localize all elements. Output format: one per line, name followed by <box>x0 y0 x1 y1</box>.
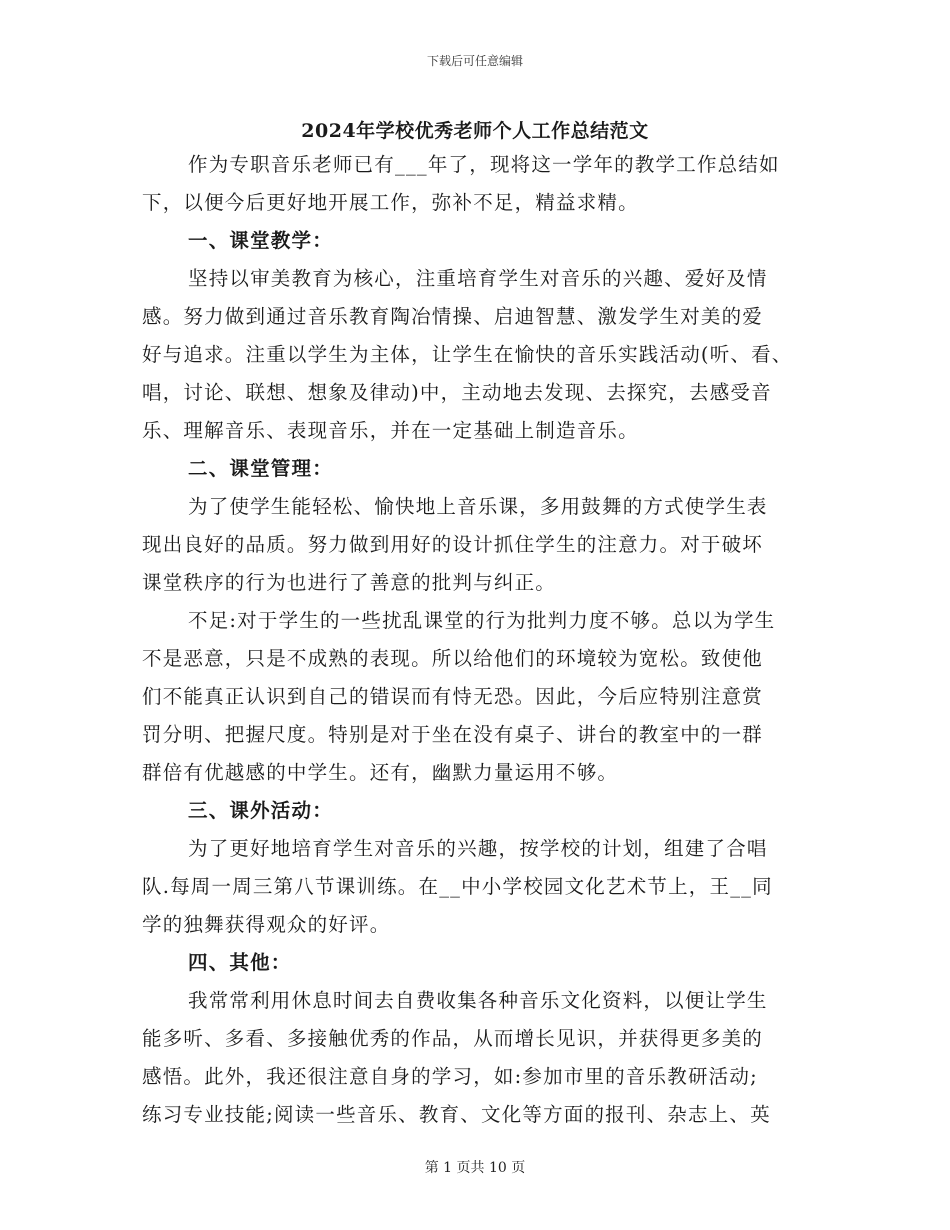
paragraph-line: 唱，讨论、联想、想象及律动)中，主动地去发现、去探究，去感受音 <box>142 381 772 404</box>
paragraph-line: 为了使学生能轻松、愉快地上音乐课，多用鼓舞的方式使学生表 <box>188 495 768 518</box>
paragraph-line: 感悟。此外，我还很注意自身的学习，如:参加市里的音乐教研活动; <box>142 1065 758 1088</box>
paragraph-line: 群倍有优越感的中学生。还有，幽默力量运用不够。 <box>142 761 619 784</box>
section-heading: 三、课外活动： <box>188 799 333 822</box>
paragraph-line: 坚持以审美教育为核心，注重培育学生对音乐的兴趣、爱好及情 <box>188 267 768 290</box>
paragraph-line: 课堂秩序的行为也进行了善意的批判与纠正。 <box>142 571 557 594</box>
document-body <box>142 146 822 1134</box>
page-footer: 第 1 页共 10 页 <box>424 1160 526 1176</box>
paragraph-line: 为了更好地培育学生对音乐的兴趣，按学校的计划，组建了合唱 <box>188 837 768 860</box>
paragraph-line: 能多听、多看、多接触优秀的作品，从而增长见识，并获得更多美的 <box>142 1027 764 1050</box>
paragraph-line: 不足:对于学生的一些扰乱课堂的行为批判力度不够。总以为学生 <box>188 609 776 632</box>
paragraph-line: 乐、理解音乐、表现音乐，并在一定基础上制造音乐。 <box>142 419 639 442</box>
section-heading: 二、课堂管理： <box>188 457 333 480</box>
section-heading: 一、课堂教学： <box>188 229 333 252</box>
document-title: 2024年学校优秀老师个人工作总结范文 <box>301 120 649 142</box>
paragraph-line: 队.每周一周三第八节课训练。在__中小学校园文化艺术节上，王__同 <box>142 875 773 898</box>
paragraph-line: 作为专职音乐老师已有___年了，现将这一学年的教学工作总结如 <box>188 153 780 176</box>
paragraph-line: 们不能真正认识到自己的错误而有恃无恐。因此，今后应特别注意赏 <box>142 685 764 708</box>
paragraph-line: 感。努力做到通过音乐教育陶冶情操、启迪智慧、激发学生对美的爱 <box>142 305 764 328</box>
paragraph-line: 好与追求。注重以学生为主体，让学生在愉快的音乐实践活动(听、看、 <box>142 343 793 366</box>
section-heading: 四、其他： <box>188 951 292 974</box>
paragraph-line: 下，以便今后更好地开展工作，弥补不足，精益求精。 <box>142 191 639 214</box>
paragraph-line: 练习专业技能;阅读一些音乐、教育、文化等方面的报刊、杂志上、英 <box>142 1103 771 1126</box>
paragraph-line: 不是恶意，只是不成熟的表现。所以给他们的环境较为宽松。致使他 <box>142 647 764 670</box>
page-header: 下载后可任意编辑 <box>426 54 523 68</box>
paragraph-line: 罚分明、把握尺度。特别是对于坐在没有桌子、讲台的教室中的一群 <box>142 723 764 746</box>
paragraph-line: 学的独舞获得观众的好评。 <box>142 913 391 936</box>
paragraph-line: 现出良好的品质。努力做到用好的设计抓住学生的注意力。对于破坏 <box>142 533 764 556</box>
paragraph-line: 我常常利用休息时间去自费收集各种音乐文化资料，以便让学生 <box>188 989 768 1012</box>
